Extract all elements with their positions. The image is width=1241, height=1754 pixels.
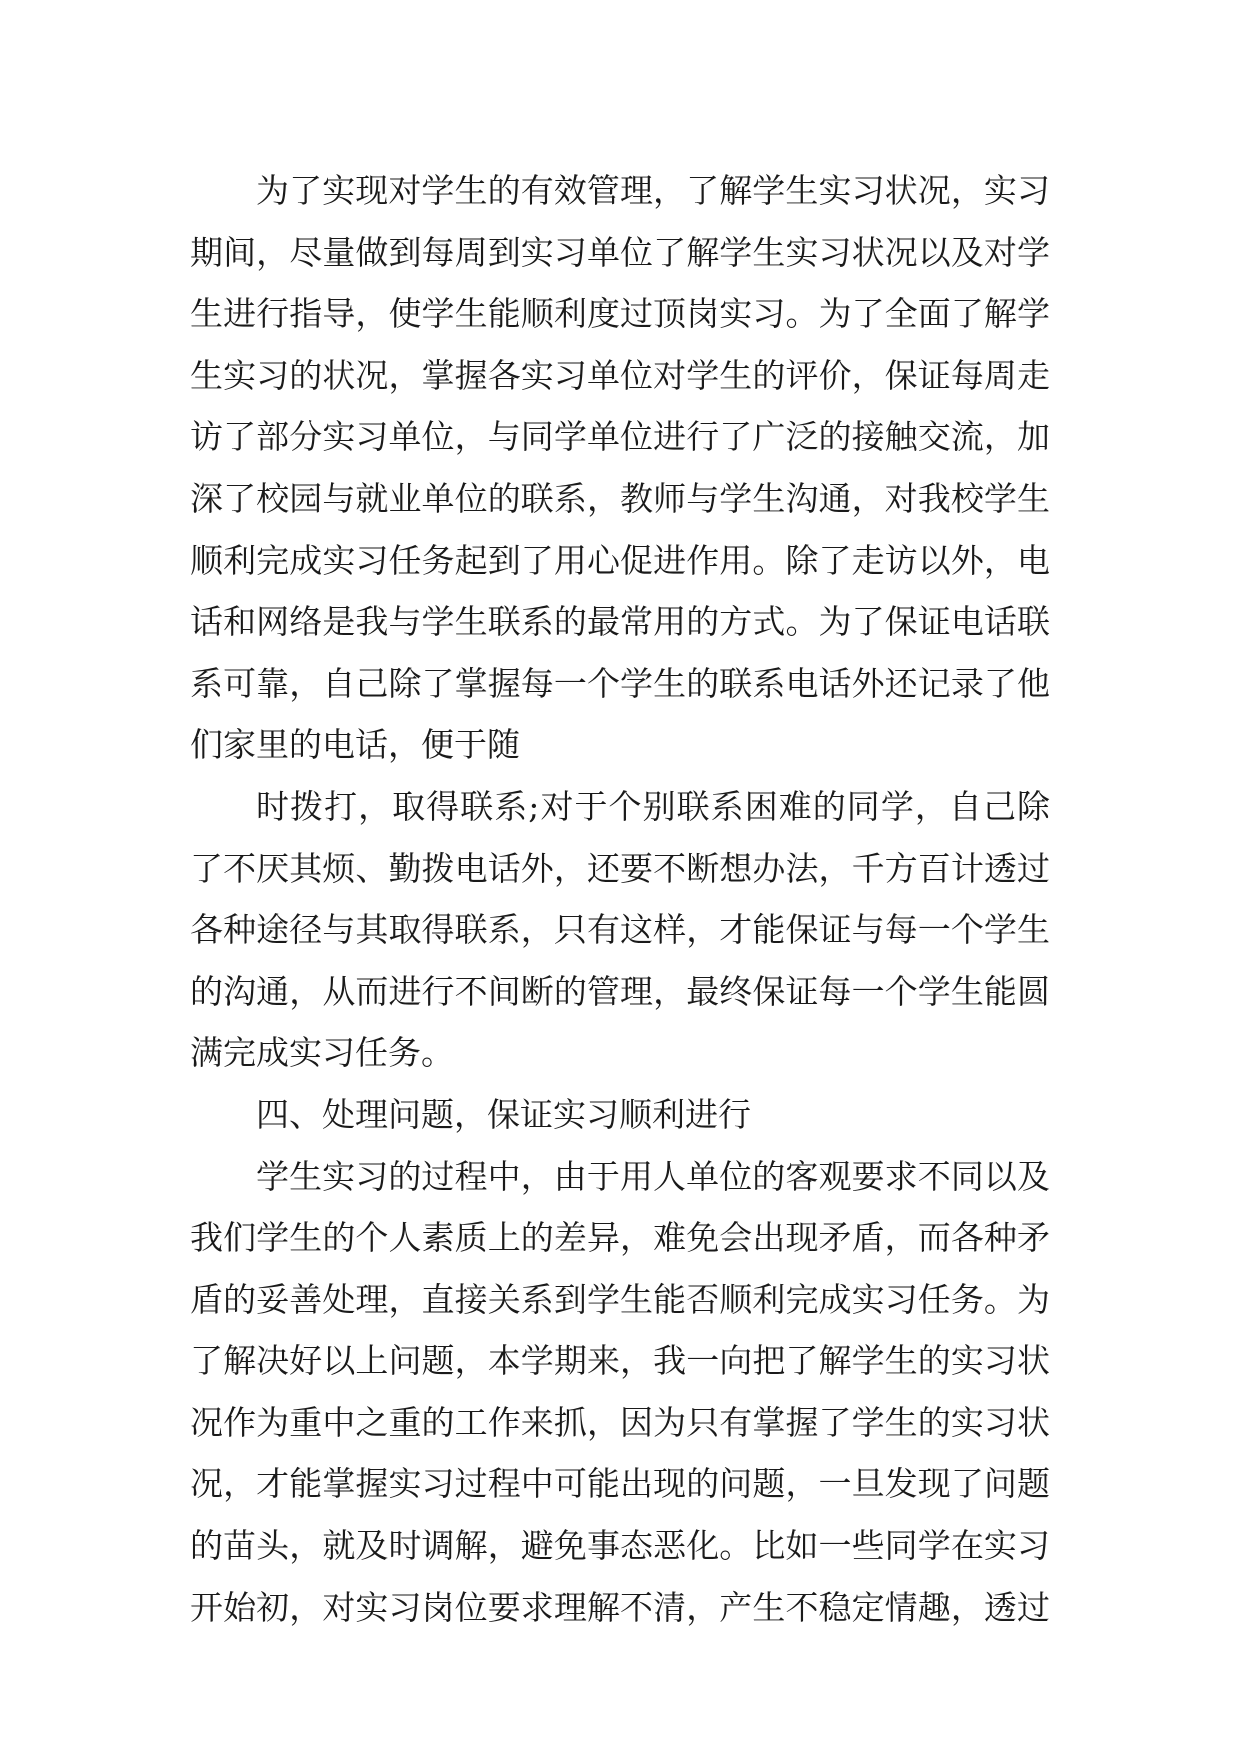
text-line: 为了实现对学生的有效管理，了解学生实习状况，实习 (256, 171, 1050, 210)
text-line: 生实习的状况，掌握各实习单位对学生的评价，保证每周走 (190, 355, 1050, 395)
text-line: 深了校园与就业单位的联系，教师与学生沟通，对我校学生 (190, 478, 1050, 518)
text-line: 开始初，对实习岗位要求理解不清，产生不稳定情趣，透过 (190, 1587, 1050, 1627)
text-line: 了解决好以上问题，本学期来，我一向把了解学生的实习状 (190, 1341, 1050, 1381)
text-line: 时拨打，取得联系;对于个别联系困难的同学，自己除 (256, 786, 1050, 826)
text-line: 期间，尽量做到每周到实习单位了解学生实习状况以及对学 (190, 232, 1050, 272)
text-line: 访了部分实习单位，与同学单位进行了广泛的接触交流，加 (190, 417, 1050, 457)
text-line: 盾的妥善处理，直接关系到学生能否顺利完成实习任务。为 (190, 1279, 1050, 1319)
text-line: 我们学生的个人素质上的差异，难免会出现矛盾，而各种矛 (190, 1218, 1050, 1258)
text-line: 四、处理问题，保证实习顺利进行 (256, 1094, 751, 1134)
text-line: 的苗头，就及时调解，避免事态恶化。比如一些同学在实习 (190, 1526, 1050, 1566)
text-line: 况作为重中之重的工作来抓，因为只有掌握了学生的实习状 (190, 1402, 1050, 1442)
text-line: 了不厌其烦、勤拨电话外，还要不断想办法，千方百计透过 (190, 848, 1050, 888)
text-line: 系可靠，自己除了掌握每一个学生的联系电话外还记录了他 (190, 663, 1050, 703)
text-line: 满完成实习任务。 (190, 1033, 454, 1073)
document-body (190, 160, 1050, 1638)
text-line: 的沟通，从而进行不间断的管理，最终保证每一个学生能圆 (190, 971, 1050, 1011)
text-line: 学生实习的过程中，由于用人单位的客观要求不同以及 (256, 1156, 1050, 1196)
text-line: 各种途径与其取得联系，只有这样，才能保证与每一个学生 (190, 910, 1050, 950)
text-line: 们家里的电话，便于随 (190, 725, 520, 765)
text-line: 生进行指导，使学生能顺利度过顶岗实习。为了全面了解学 (190, 294, 1050, 334)
text-line: 话和网络是我与学生联系的最常用的方式。为了保证电话联 (190, 602, 1050, 642)
text-line: 顺利完成实习任务起到了用心促进作用。除了走访以外，电 (190, 540, 1050, 580)
text-line: 况，才能掌握实习过程中可能出现的问题，一旦发现了问题 (190, 1464, 1050, 1504)
